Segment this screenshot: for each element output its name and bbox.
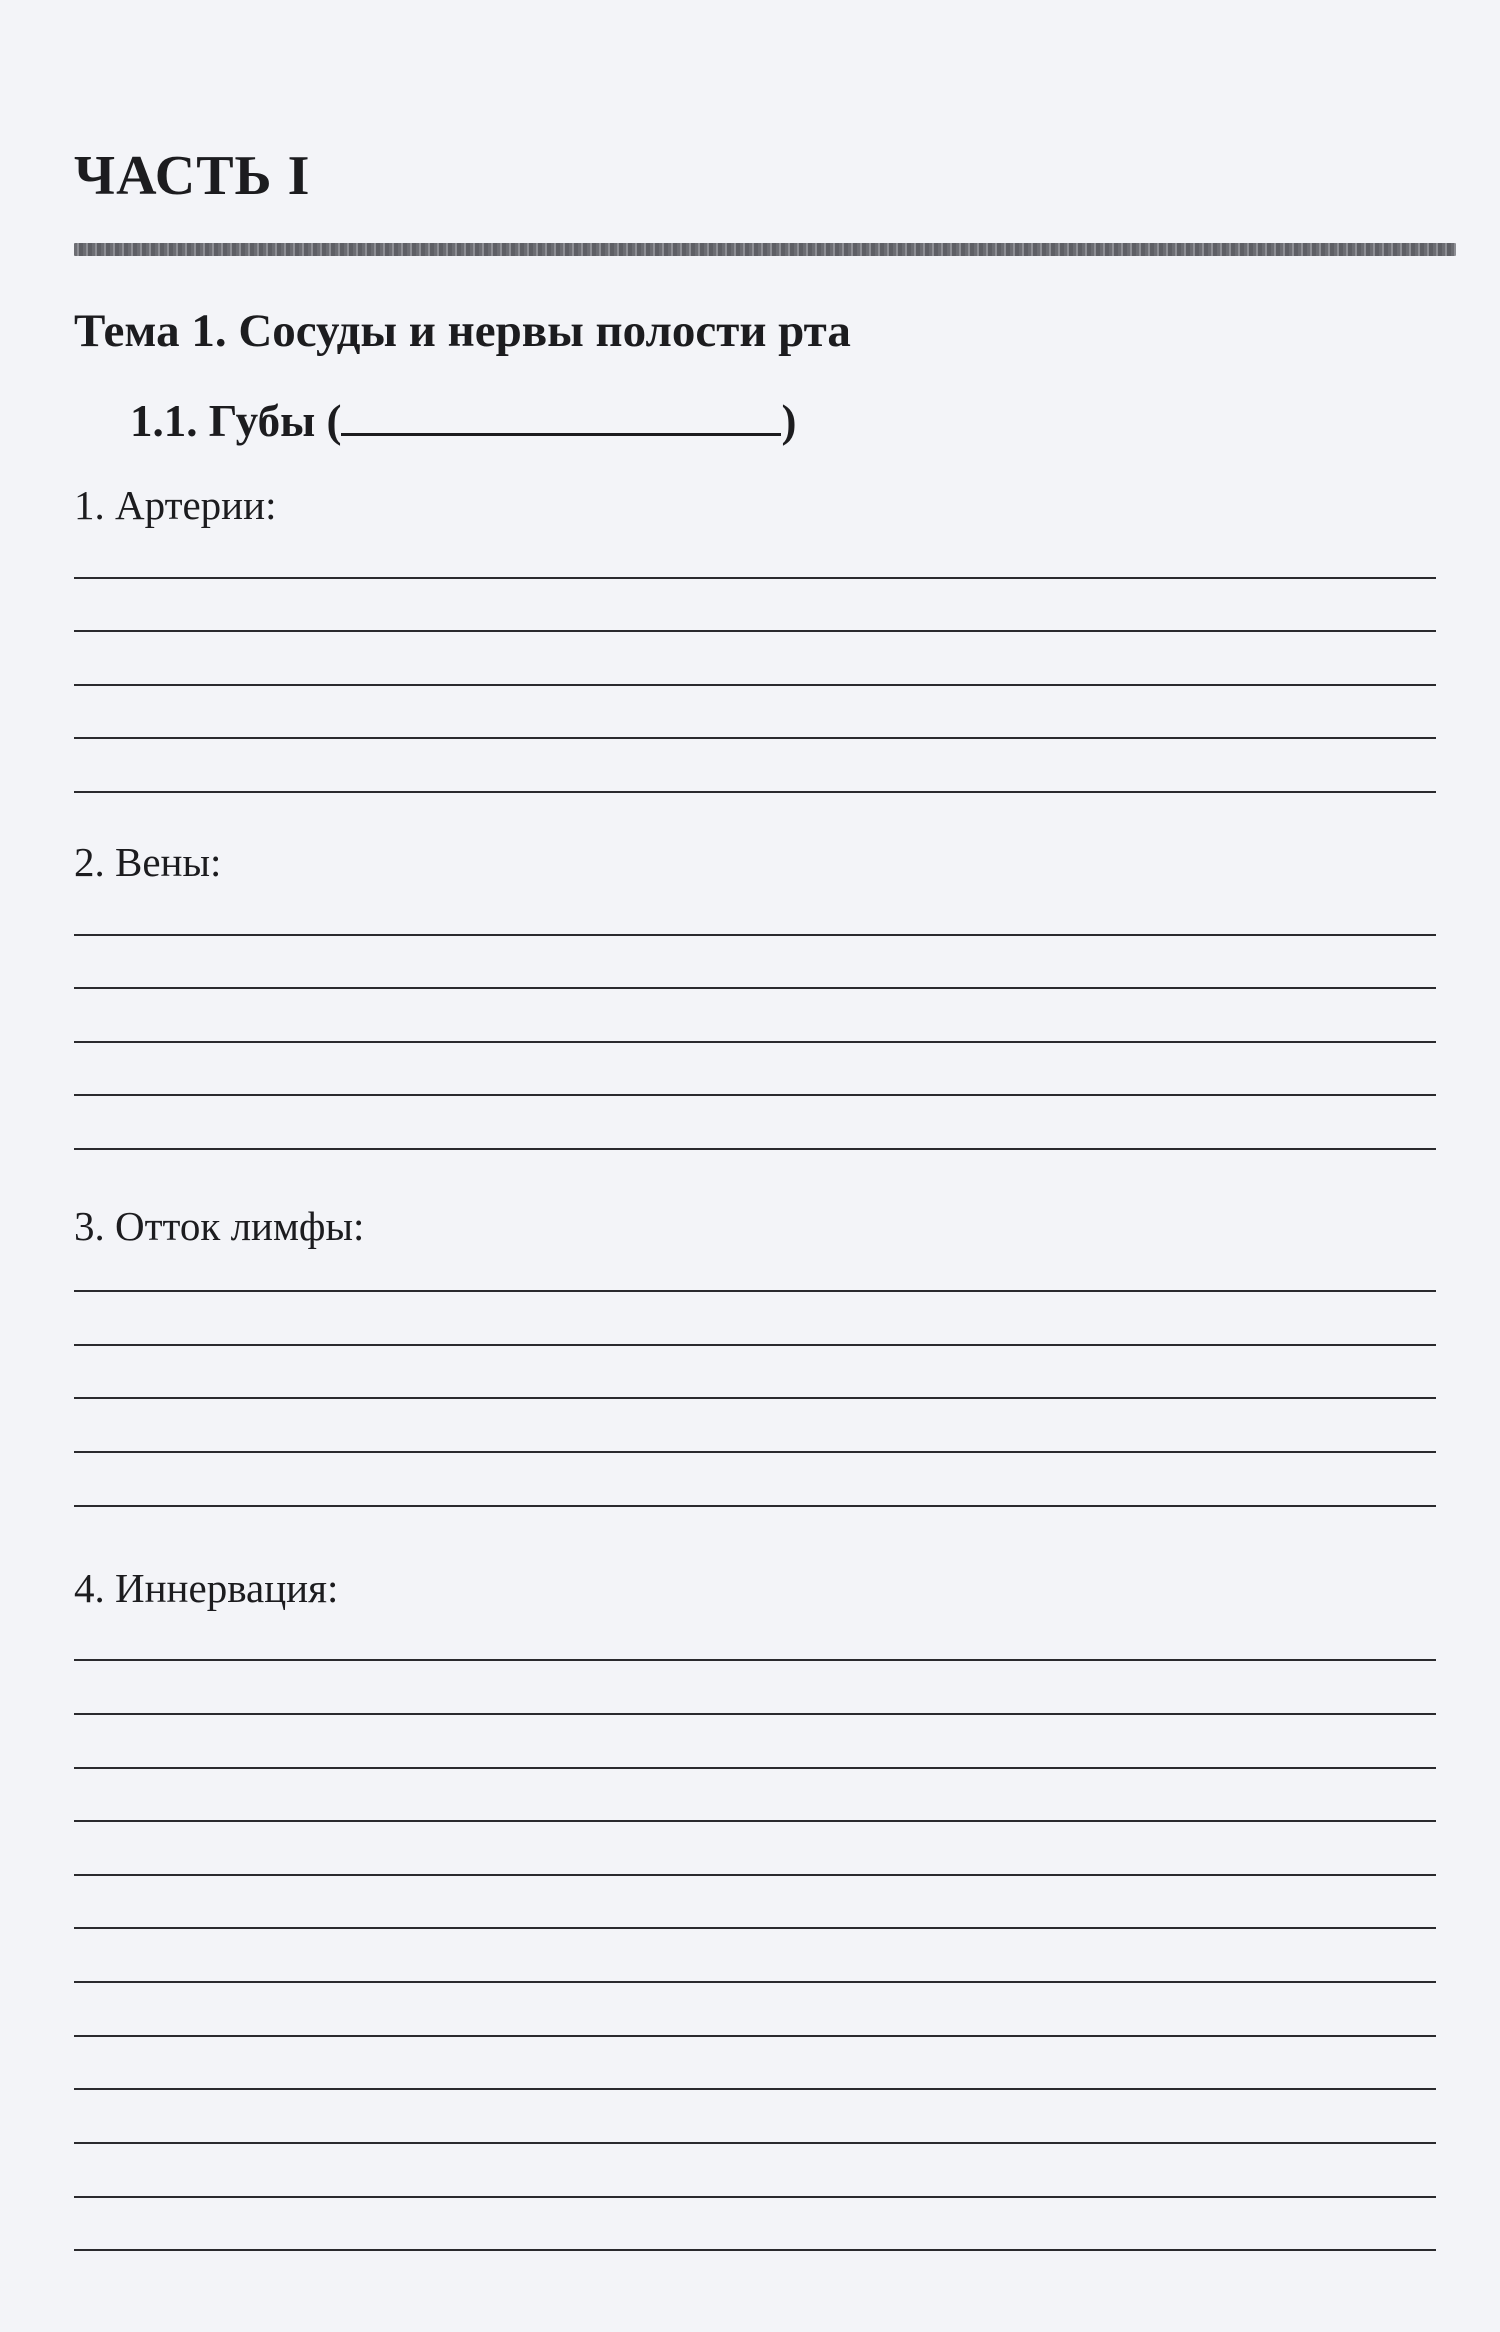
answer-line[interactable]	[74, 1397, 1436, 1399]
answer-line[interactable]	[74, 1041, 1436, 1043]
answer-line[interactable]	[74, 791, 1436, 793]
answer-line[interactable]	[74, 1767, 1436, 1769]
answer-line[interactable]	[74, 737, 1436, 739]
answer-line[interactable]	[74, 684, 1436, 686]
answer-line[interactable]	[74, 1094, 1436, 1096]
answer-line[interactable]	[74, 577, 1436, 579]
topic-title: Тема 1. Сосуды и нервы полости рта	[74, 305, 851, 357]
subtopic-prefix: 1.1. Губы (	[130, 396, 342, 446]
part-title: ЧАСТЬ I	[74, 145, 311, 207]
answer-line[interactable]	[74, 2142, 1436, 2144]
subtopic-suffix: )	[781, 396, 797, 446]
subtopic-title	[130, 395, 796, 444]
section-label-innervation: 4. Иннервация:	[74, 1565, 339, 1611]
answer-line[interactable]	[74, 2249, 1436, 2251]
answer-line[interactable]	[74, 2196, 1436, 2198]
answer-line[interactable]	[74, 1344, 1436, 1346]
answer-line[interactable]	[74, 1505, 1436, 1507]
answer-line[interactable]	[74, 1820, 1436, 1822]
answer-line[interactable]	[74, 1981, 1436, 1983]
answer-line[interactable]	[74, 630, 1436, 632]
answer-line[interactable]	[74, 2035, 1436, 2037]
answer-line[interactable]	[74, 1148, 1436, 1150]
answer-line[interactable]	[74, 1659, 1436, 1661]
answer-line[interactable]	[74, 2088, 1436, 2090]
answer-line[interactable]	[74, 1874, 1436, 1876]
subtopic-blank[interactable]	[341, 395, 781, 436]
section-label-lymph-drainage: 3. Отток лимфы:	[74, 1203, 365, 1249]
answer-line[interactable]	[74, 1927, 1436, 1929]
answer-line[interactable]	[74, 1451, 1436, 1453]
section-label-arteries: 1. Артерии:	[74, 482, 277, 528]
header-rule	[74, 243, 1456, 256]
answer-line[interactable]	[74, 1713, 1436, 1715]
section-label-veins: 2. Вены:	[74, 839, 222, 885]
answer-line[interactable]	[74, 1290, 1436, 1292]
answer-line[interactable]	[74, 987, 1436, 989]
answer-line[interactable]	[74, 934, 1436, 936]
